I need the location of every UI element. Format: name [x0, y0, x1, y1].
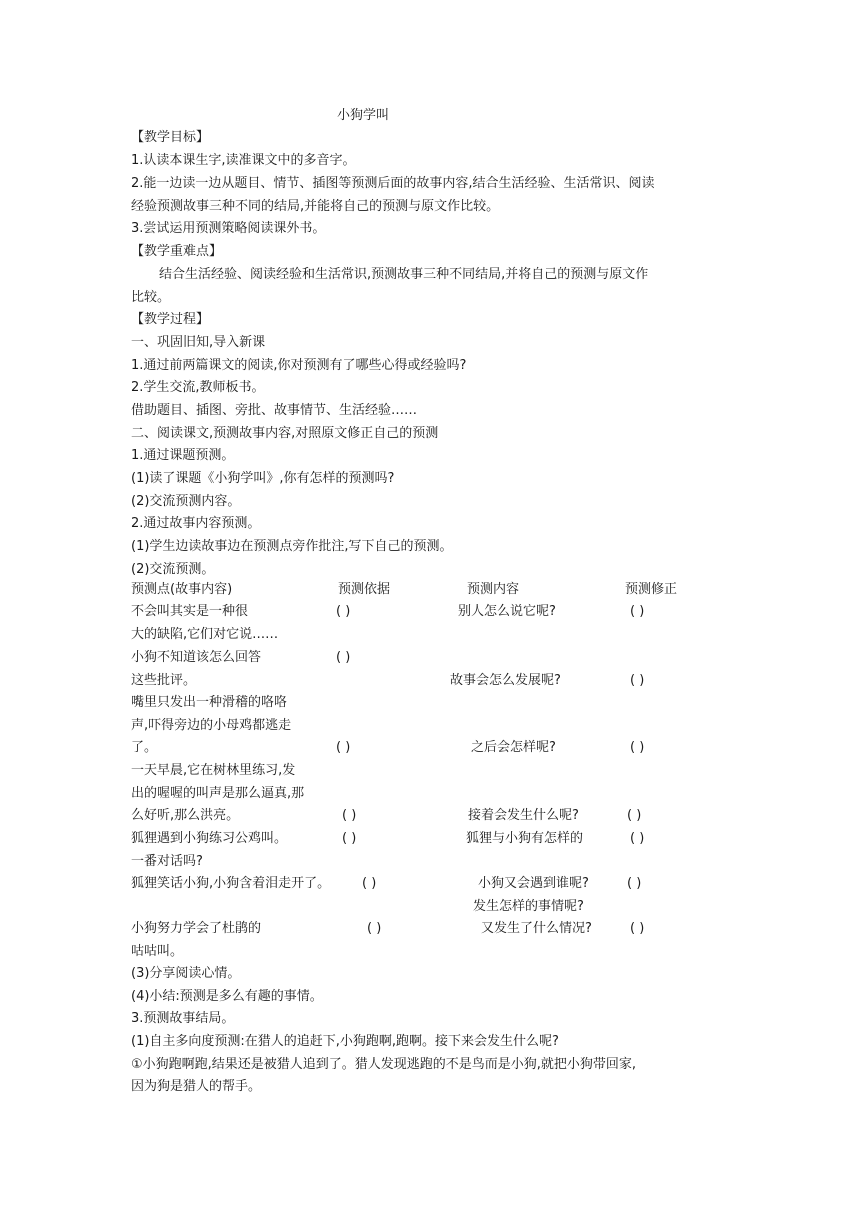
after-line: ①小狗跑啊跑,结果还是被猎人追到了。猎人发现逃跑的不是鸟而是小狗,就把小狗带回家, — [131, 1057, 637, 1072]
key-line: 比较。 — [131, 290, 171, 305]
goal-line: 经验预测故事三种不同的结局,并能将自己的预测与原文作比较。 — [131, 199, 500, 214]
table-header: 预测修正 — [625, 582, 678, 597]
table-cell-point: 一天早晨,它在树林里练习,发 — [131, 763, 296, 778]
part1-line: 1.通过前两篇课文的阅读,你对预测有了哪些心得或经验吗? — [131, 358, 467, 373]
table-cell-content: 狐狸与小狗有怎样的 — [466, 831, 584, 846]
table-header: 预测依据 — [338, 582, 391, 597]
key-heading: 【教学重难点】 — [131, 244, 223, 259]
table-cell-correction: ( ) — [630, 673, 645, 688]
part2-line: (2)交流预测内容。 — [131, 494, 241, 509]
table-cell-content: 小狗又会遇到谁呢? — [478, 876, 589, 891]
page-title: 小狗学叫 — [337, 108, 390, 123]
table-cell-correction: ( ) — [630, 740, 645, 755]
table-cell-correction: ( ) — [627, 876, 642, 891]
table-cell-point: 大的缺陷,它们对它说…… — [131, 627, 279, 642]
table-cell-basis: ( ) — [336, 650, 351, 665]
part1-line: 2.学生交流,教师板书。 — [131, 380, 265, 395]
table-cell-point: 出的喔喔的叫声是那么逼真,那 — [131, 786, 305, 801]
table-cell-point: 一番对话吗? — [131, 854, 203, 869]
table-cell-correction: ( ) — [630, 921, 645, 936]
part2-line: 二、阅读课文,预测故事内容,对照原文修正自己的预测 — [131, 426, 439, 441]
table-cell-point: 咕咕叫。 — [131, 944, 184, 959]
table-cell-point: 狐狸笑话小狗,小狗含着泪走开了。 — [131, 876, 331, 891]
table-cell-basis: ( ) — [342, 808, 357, 823]
after-line: 3.预测故事结局。 — [131, 1011, 235, 1026]
part2-line: 2.通过故事内容预测。 — [131, 516, 261, 531]
table-cell-basis: ( ) — [362, 876, 377, 891]
key-line: 结合生活经验、阅读经验和生活常识,预测故事三种不同结局,并将自己的预测与原文作 — [159, 267, 649, 282]
part2-line: (2)交流预测。 — [131, 562, 215, 577]
table-cell-point: 嘴里只发出一种滑稽的咯咯 — [131, 695, 288, 710]
table-header: 预测内容 — [467, 582, 520, 597]
goal-line: 1.认读本课生字,读准课文中的多音字。 — [131, 153, 356, 168]
table-cell-point: 这些批评。 — [131, 673, 197, 688]
table-cell-content: 别人怎么说它呢? — [458, 604, 556, 619]
table-cell-point: 小狗努力学会了杜鹃的 — [131, 921, 262, 936]
table-cell-basis: ( ) — [336, 604, 351, 619]
table-cell-basis: ( ) — [342, 831, 357, 846]
part2-line: 1.通过课题预测。 — [131, 448, 235, 463]
after-line: 因为狗是猎人的帮手。 — [131, 1079, 262, 1094]
table-cell-correction: ( ) — [630, 831, 645, 846]
part2-line: (1)读了课题《小狗学叫》,你有怎样的预测吗? — [131, 471, 395, 486]
table-cell-point: 不会叫其实是一种很 — [131, 604, 249, 619]
table-cell-point: 小狗不知道该怎么回答 — [131, 650, 262, 665]
part1-line: 一、巩固旧知,导入新课 — [131, 335, 266, 350]
table-cell-content: 发生怎样的事情呢? — [473, 899, 584, 914]
table-cell-point: 了。 — [131, 740, 158, 755]
table-cell-basis: ( ) — [367, 921, 382, 936]
process-heading: 【教学过程】 — [131, 312, 210, 327]
goals-heading: 【教学目标】 — [131, 130, 210, 145]
after-line: (4)小结:预测是多么有趣的事情。 — [131, 989, 323, 1004]
table-cell-point: 声,吓得旁边的小母鸡都逃走 — [131, 718, 292, 733]
part1-line: 借助题目、插图、旁批、故事情节、生活经验…… — [131, 403, 418, 418]
table-cell-basis: ( ) — [336, 740, 351, 755]
table-cell-content: 故事会怎么发展呢? — [450, 673, 561, 688]
table-cell-content: 接着会发生什么呢? — [468, 808, 579, 823]
part2-line: (1)学生边读故事边在预测点旁作批注,写下自己的预测。 — [131, 539, 453, 554]
after-line: (1)自主多向度预测:在猎人的追赶下,小狗跑啊,跑啊。接下来会发生什么呢? — [131, 1034, 559, 1049]
table-cell-point: 狐狸遇到小狗练习公鸡叫。 — [131, 831, 288, 846]
table-cell-content: 又发生了什么情况? — [481, 921, 592, 936]
table-header: 预测点(故事内容) — [131, 582, 233, 597]
table-cell-content: 之后会怎样呢? — [471, 740, 556, 755]
table-cell-correction: ( ) — [630, 604, 645, 619]
goal-line: 3.尝试运用预测策略阅读课外书。 — [131, 221, 326, 236]
table-cell-point: 么好听,那么洪亮。 — [131, 808, 240, 823]
table-cell-correction: ( ) — [627, 808, 642, 823]
after-line: (3)分享阅读心情。 — [131, 966, 241, 981]
goal-line: 2.能一边读一边从题目、情节、插图等预测后面的故事内容,结合生活经验、生活常识、阅读 — [131, 176, 655, 191]
